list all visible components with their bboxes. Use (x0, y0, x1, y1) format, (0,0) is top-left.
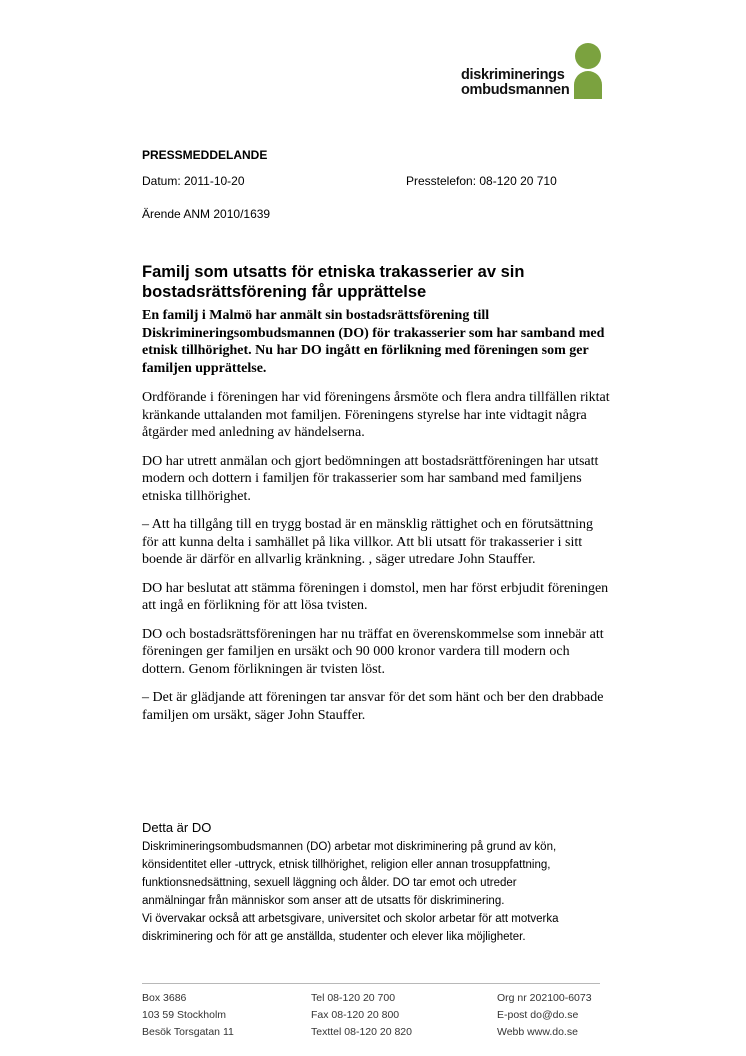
lead-paragraph: En familj i Malmö har anmält sin bostadsrättsförening till Diskrimineringsombudsmannen (DO) för trakasserier som har samband med etnisk tillhörighet. Nu har DO ingått en förlikning med föreningen som ger familjen upprättelse. (142, 308, 605, 376)
press-phone: Presstelefon: 08-120 20 710 (406, 174, 557, 188)
logo-line-2: ombudsmannen (461, 82, 570, 98)
about-line: Diskrimineringsombudsmannen (DO) arbetar mot diskriminering på grund av kön, (142, 841, 557, 853)
body-paragraph: DO har utrett anmälan och gjort bedömningen att bostadsrättföreningen har utsatt modern och dottern i familjen för trakasserier som har samband med familjens etniska tillhörighet. (142, 453, 599, 504)
footer-org-line: Org nr 202100-6073 (497, 992, 592, 1004)
footer-org-line: E-post do@do.se (497, 1009, 579, 1021)
footer-address-line: Box 3686 (142, 992, 187, 1004)
footer-phones (311, 990, 412, 1041)
footer-address (142, 990, 234, 1041)
article-body (142, 307, 612, 735)
about-line: diskriminering och för att ge anställda, studenter och elever lika möjligheter. (142, 931, 526, 943)
footer-phone-line: Texttel 08-120 20 820 (311, 1026, 412, 1038)
footer-org-line: Webb www.do.se (497, 1026, 578, 1038)
footer-phone-line: Tel 08-120 20 700 (311, 992, 396, 1004)
about-title: Detta är DO (142, 820, 212, 835)
press-date: Datum: 2011-10-20 (142, 174, 245, 188)
about-line: könsidentitet eller -uttryck, etnisk tillhörighet, religion eller annan trosuppfattning, (142, 859, 551, 871)
logo-person-icon (570, 43, 606, 99)
case-reference: Ärende ANM 2010/1639 (142, 207, 271, 221)
footer-address-line: 103 59 Stockholm (142, 1009, 227, 1021)
about-text (142, 838, 612, 946)
headline: Familj som utsatts för etniska trakasserier av sin bostadsrättsförening får upprättelse (142, 263, 525, 301)
logo-wordmark (461, 68, 569, 98)
body-paragraph: DO och bostadsrättsföreningen har nu träffat en överenskommelse som innebär att föreningen ger familjen en ursäkt och 90 000 kronor vardera till modern och dottern. Genom förlikningen är tvisten löst. (142, 626, 604, 677)
body-paragraph: Ordförande i föreningen har vid föreningens årsmöte och flera andra tillfällen riktat kränkande uttalanden mot familjen. Föreningens styrelse har inte vidtagit några åtgärder med anledning av händelserna. (142, 390, 610, 440)
document-type: PRESSMEDDELANDE (142, 148, 268, 162)
logo-body-shape (574, 71, 602, 99)
logo-head-shape (575, 43, 601, 69)
about-line: Vi övervakar också att arbetsgivare, universitet och skolor arbetar för att motverka (142, 913, 559, 925)
footer-phone-line: Fax 08-120 20 800 (311, 1009, 400, 1021)
body-paragraph: – Det är glädjande att föreningen tar ansvar för det som hänt och ber den drabbade familjen om ursäkt, säger John Stauffer. (142, 690, 604, 723)
body-paragraph: – Att ha tillgång till en trygg bostad är en mänsklig rättighet och en förutsättning för att kunna delta i samhället på lika villkor. Att bli utsatt för trakasserier i sitt boende är därför en allvarlig kränkning. , säger utredare John Stauffer. (142, 517, 594, 567)
about-line: anmälningar från människor som anser att de utsatts för diskriminering. (142, 895, 505, 907)
footer-divider (142, 983, 600, 984)
footer-address-line: Besök Torsgatan 11 (142, 1026, 234, 1038)
body-paragraph: DO har beslutat att stämma föreningen i domstol, men har först erbjudit föreningen att ingå en förlikning för att lösa tvisten. (142, 580, 609, 613)
footer-org (497, 990, 592, 1041)
about-line: funktionsnedsättning, sexuell läggning och ålder. DO tar emot och utreder (142, 877, 517, 889)
logo-line-1: diskriminerings (461, 67, 565, 83)
